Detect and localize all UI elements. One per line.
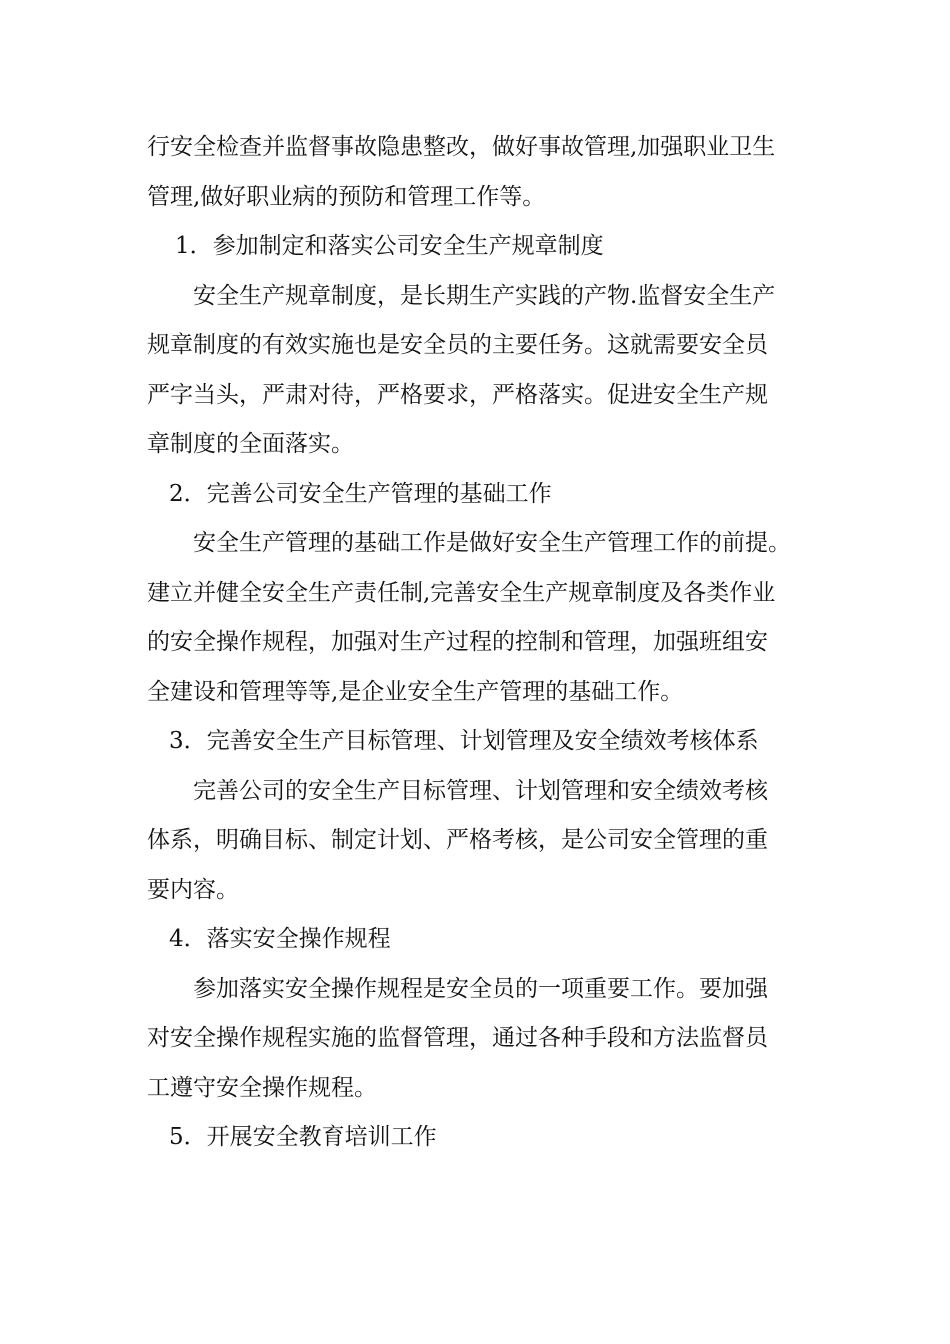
paragraph-line: 建立并健全安全生产责任制,完善安全生产规章制度及各类作业: [147, 579, 776, 606]
paragraph-line: 要内容。: [147, 876, 239, 903]
paragraph-line: 完善公司的安全生产目标管理、计划管理和安全绩效考核: [193, 777, 768, 804]
paragraph-line: 行安全检查并监督事故隐患整改，做好事故管理,加强职业卫生: [147, 134, 776, 160]
paragraph-line: 体系，明确目标、制定计划、严格考核，是公司安全管理的重: [147, 827, 768, 853]
paragraph-line: 全建设和管理等等,是企业安全生产管理的基础工作。: [147, 678, 684, 705]
section-heading-5: 5．开展安全教育培训工作: [169, 1124, 437, 1150]
paragraph-line: 参加落实安全操作规程是安全员的一项重要工作。要加强: [193, 975, 768, 1002]
section-heading-2: 2．完善公司安全生产管理的基础工作: [169, 480, 552, 507]
paragraph-line: 严字当头，严肃对待，严格要求，严格落实。促进安全生产规: [147, 381, 768, 408]
paragraph-line: 的安全操作规程，加强对生产过程的控制和管理，加强班组安: [147, 629, 768, 655]
paragraph-line: 安全生产管理的基础工作是做好安全生产管理工作的前提。: [193, 530, 791, 556]
section-heading-3: 3．完善安全生产目标管理、计划管理及安全绩效考核体系: [169, 728, 759, 754]
paragraph-line: 工遵守安全操作规程。: [147, 1074, 377, 1101]
document-body: [147, 123, 807, 1163]
section-heading-1: 1．参加制定和落实公司安全生产规章制度: [175, 233, 604, 259]
paragraph-line: 规章制度的有效实施也是安全员的主要任务。这就需要安全员: [147, 332, 768, 358]
paragraph-line: 对安全操作规程实施的监督管理，通过各种手段和方法监督员: [147, 1025, 768, 1051]
paragraph-line: 章制度的全面落实。: [147, 431, 354, 457]
paragraph-line: 安全生产规章制度，是长期生产实践的产物.监督安全生产: [193, 282, 776, 309]
paragraph-line: 管理,做好职业病的预防和管理工作等。: [147, 183, 546, 210]
section-heading-4: 4．落实安全操作规程: [169, 926, 391, 952]
